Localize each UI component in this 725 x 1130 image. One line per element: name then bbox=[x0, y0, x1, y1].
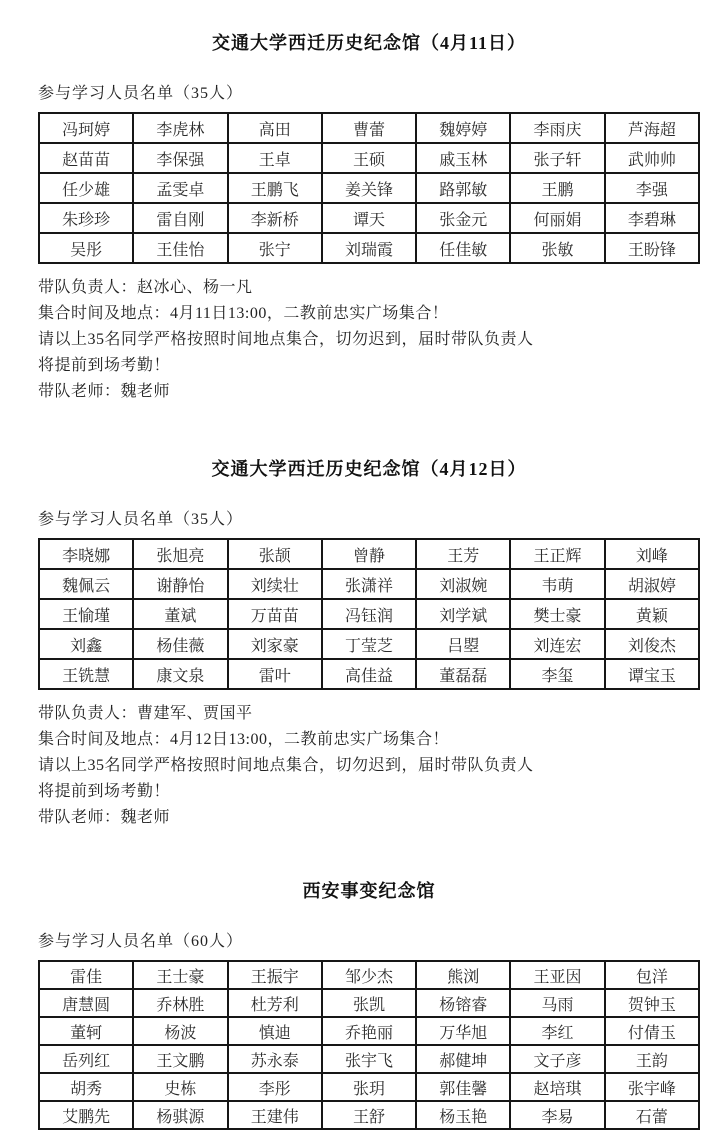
participant-name-cell: 万华旭 bbox=[416, 1017, 510, 1045]
participant-name-cell: 曾静 bbox=[322, 539, 416, 569]
note-line: 将提前到场考勤！ bbox=[38, 783, 171, 800]
participant-name-cell: 王舒 bbox=[322, 1101, 416, 1129]
participant-name-cell: 贺钟玉 bbox=[605, 989, 699, 1017]
note-line: 请以上35名同学严格按照时间地点集合，切勿迟到，届时带队负责人 bbox=[38, 331, 534, 348]
participant-name-cell: 孟雯卓 bbox=[133, 173, 227, 203]
participant-name-cell: 李玺 bbox=[510, 659, 604, 689]
participant-name-cell: 文子彦 bbox=[510, 1045, 604, 1073]
participant-name-cell: 李碧琳 bbox=[605, 203, 699, 233]
participant-list-label: 参与学习人员名单（35人） bbox=[38, 85, 244, 102]
participant-name-cell: 雷佳 bbox=[39, 961, 133, 989]
table-row bbox=[39, 989, 699, 1017]
participant-name-cell: 王鹏飞 bbox=[228, 173, 322, 203]
participant-name-cell: 王芳 bbox=[416, 539, 510, 569]
note-line: 带队负责人：曹建军、贾国平 bbox=[38, 705, 253, 722]
participant-name-cell: 曹蕾 bbox=[322, 113, 416, 143]
participant-name-cell: 王佳怡 bbox=[133, 233, 227, 263]
participant-name-cell: 石蕾 bbox=[605, 1101, 699, 1129]
participant-name-cell: 苏永泰 bbox=[228, 1045, 322, 1073]
participant-name-cell: 郭佳馨 bbox=[416, 1073, 510, 1101]
participant-name-cell: 雷自刚 bbox=[133, 203, 227, 233]
participant-name-cell: 高佳益 bbox=[322, 659, 416, 689]
participant-name-cell: 张宇飞 bbox=[322, 1045, 416, 1073]
participant-name-cell: 刘鑫 bbox=[39, 629, 133, 659]
table-row bbox=[39, 961, 699, 989]
participant-name-cell: 刘瑞霞 bbox=[322, 233, 416, 263]
participant-name-cell: 王愉瑾 bbox=[39, 599, 133, 629]
participant-name-cell: 王盼锋 bbox=[605, 233, 699, 263]
participant-list-label: 参与学习人员名单（35人） bbox=[38, 511, 244, 528]
participant-name-cell: 张敏 bbox=[510, 233, 604, 263]
participant-name-cell: 刘续壮 bbox=[228, 569, 322, 599]
note-line: 集合时间及地点：4月11日13:00，二教前忠实广场集合！ bbox=[38, 305, 449, 322]
participant-table bbox=[38, 538, 700, 690]
participant-name-cell: 谢静怡 bbox=[133, 569, 227, 599]
participant-name-cell: 张子轩 bbox=[510, 143, 604, 173]
table-row bbox=[39, 629, 699, 659]
participant-name-cell: 芦海超 bbox=[605, 113, 699, 143]
participant-name-cell: 冯珂婷 bbox=[39, 113, 133, 143]
participant-name-cell: 王亚因 bbox=[510, 961, 604, 989]
table-row bbox=[39, 1073, 699, 1101]
participant-name-cell: 李彤 bbox=[228, 1073, 322, 1101]
participant-name-cell: 刘家豪 bbox=[228, 629, 322, 659]
participant-name-cell: 杨骐源 bbox=[133, 1101, 227, 1129]
participant-name-cell: 包洋 bbox=[605, 961, 699, 989]
participant-name-cell: 刘俊杰 bbox=[605, 629, 699, 659]
note-line: 带队老师：魏老师 bbox=[38, 809, 171, 826]
participant-name-cell: 胡淑婷 bbox=[605, 569, 699, 599]
participant-name-cell: 王铣慧 bbox=[39, 659, 133, 689]
participant-name-cell: 康文泉 bbox=[133, 659, 227, 689]
participant-name-cell: 刘连宏 bbox=[510, 629, 604, 659]
participant-name-cell: 唐慧圆 bbox=[39, 989, 133, 1017]
participant-name-cell: 樊士豪 bbox=[510, 599, 604, 629]
participant-name-cell: 郝健坤 bbox=[416, 1045, 510, 1073]
participant-name-cell: 朱珍珍 bbox=[39, 203, 133, 233]
participant-name-cell: 冯钰润 bbox=[322, 599, 416, 629]
participant-name-cell: 董轲 bbox=[39, 1017, 133, 1045]
section-xian-incident-memorial bbox=[38, 831, 700, 1130]
section-title: 交通大学西迁历史纪念馆（4月11日） bbox=[211, 33, 526, 53]
participant-name-cell: 李晓娜 bbox=[39, 539, 133, 569]
participant-name-cell: 杨玉艳 bbox=[416, 1101, 510, 1129]
participant-name-cell: 杨佳薇 bbox=[133, 629, 227, 659]
participant-name-cell: 张旭亮 bbox=[133, 539, 227, 569]
participant-name-cell: 韦萌 bbox=[510, 569, 604, 599]
participant-name-cell: 黄颖 bbox=[605, 599, 699, 629]
participant-name-cell: 李易 bbox=[510, 1101, 604, 1129]
participant-name-cell: 刘学斌 bbox=[416, 599, 510, 629]
participant-name-cell: 王建伟 bbox=[228, 1101, 322, 1129]
table-row bbox=[39, 659, 699, 689]
participant-name-cell: 王硕 bbox=[322, 143, 416, 173]
table-row bbox=[39, 143, 699, 173]
participant-name-cell: 武帅帅 bbox=[605, 143, 699, 173]
table-row bbox=[39, 113, 699, 143]
participant-list-label: 参与学习人员名单（60人） bbox=[38, 933, 244, 950]
note-line: 带队老师：魏老师 bbox=[38, 383, 171, 400]
participant-name-cell: 王士豪 bbox=[133, 961, 227, 989]
participant-name-cell: 张颉 bbox=[228, 539, 322, 569]
participant-table bbox=[38, 112, 700, 264]
participant-name-cell: 胡秀 bbox=[39, 1073, 133, 1101]
participant-name-cell: 岳列红 bbox=[39, 1045, 133, 1073]
table-row bbox=[39, 173, 699, 203]
participant-name-cell: 任少雄 bbox=[39, 173, 133, 203]
participant-name-cell: 张凯 bbox=[322, 989, 416, 1017]
participant-table bbox=[38, 960, 700, 1130]
participant-name-cell: 谭宝玉 bbox=[605, 659, 699, 689]
participant-name-cell: 李虎林 bbox=[133, 113, 227, 143]
participant-name-cell: 王正辉 bbox=[510, 539, 604, 569]
table-row bbox=[39, 1045, 699, 1073]
table-row bbox=[39, 569, 699, 599]
participant-name-cell: 吕曌 bbox=[416, 629, 510, 659]
participant-name-cell: 张金元 bbox=[416, 203, 510, 233]
participant-name-cell: 熊浏 bbox=[416, 961, 510, 989]
participant-name-cell: 史栋 bbox=[133, 1073, 227, 1101]
note-line: 带队负责人：赵冰心、杨一凡 bbox=[38, 279, 253, 296]
participant-name-cell: 雷叶 bbox=[228, 659, 322, 689]
participant-name-cell: 乔艳丽 bbox=[322, 1017, 416, 1045]
participant-name-cell: 张宇峰 bbox=[605, 1073, 699, 1101]
participant-name-cell: 戚玉林 bbox=[416, 143, 510, 173]
participant-name-cell: 董磊磊 bbox=[416, 659, 510, 689]
table-row bbox=[39, 539, 699, 569]
participant-name-cell: 李强 bbox=[605, 173, 699, 203]
table-row bbox=[39, 1101, 699, 1129]
participant-name-cell: 王文鹏 bbox=[133, 1045, 227, 1073]
participant-name-cell: 高田 bbox=[228, 113, 322, 143]
participant-name-cell: 乔林胜 bbox=[133, 989, 227, 1017]
note-line: 将提前到场考勤！ bbox=[38, 357, 171, 374]
participant-name-cell: 任佳敏 bbox=[416, 233, 510, 263]
participant-name-cell: 马雨 bbox=[510, 989, 604, 1017]
participant-name-cell: 杨镕睿 bbox=[416, 989, 510, 1017]
table-row bbox=[39, 233, 699, 263]
participant-name-cell: 魏佩云 bbox=[39, 569, 133, 599]
participant-name-cell: 董斌 bbox=[133, 599, 227, 629]
participant-name-cell: 张潇祥 bbox=[322, 569, 416, 599]
participant-name-cell: 何丽娟 bbox=[510, 203, 604, 233]
participant-name-cell: 李红 bbox=[510, 1017, 604, 1045]
section-memorial-apr12 bbox=[38, 405, 700, 831]
participant-name-cell: 杨波 bbox=[133, 1017, 227, 1045]
participant-name-cell: 王卓 bbox=[228, 143, 322, 173]
participant-name-cell: 张玥 bbox=[322, 1073, 416, 1101]
participant-name-cell: 李新桥 bbox=[228, 203, 322, 233]
note-line: 集合时间及地点：4月12日13:00，二教前忠实广场集合！ bbox=[38, 731, 449, 748]
participant-name-cell: 路郭敏 bbox=[416, 173, 510, 203]
notes bbox=[38, 275, 700, 405]
participant-name-cell: 赵苗苗 bbox=[39, 143, 133, 173]
participant-name-cell: 付倩玉 bbox=[605, 1017, 699, 1045]
participant-name-cell: 李保强 bbox=[133, 143, 227, 173]
participant-name-cell: 杜芳利 bbox=[228, 989, 322, 1017]
participant-name-cell: 刘峰 bbox=[605, 539, 699, 569]
table-row bbox=[39, 1017, 699, 1045]
participant-name-cell: 王鹏 bbox=[510, 173, 604, 203]
participant-name-cell: 慎迪 bbox=[228, 1017, 322, 1045]
participant-name-cell: 吴彤 bbox=[39, 233, 133, 263]
participant-name-cell: 万苗苗 bbox=[228, 599, 322, 629]
participant-name-cell: 王振宇 bbox=[228, 961, 322, 989]
participant-name-cell: 赵培琪 bbox=[510, 1073, 604, 1101]
participant-name-cell: 魏婷婷 bbox=[416, 113, 510, 143]
participant-name-cell: 李雨庆 bbox=[510, 113, 604, 143]
participant-name-cell: 张宁 bbox=[228, 233, 322, 263]
notes bbox=[38, 701, 700, 831]
participant-name-cell: 姜关锋 bbox=[322, 173, 416, 203]
participant-name-cell: 谭天 bbox=[322, 203, 416, 233]
participant-name-cell: 刘淑婉 bbox=[416, 569, 510, 599]
participant-name-cell: 艾鹏先 bbox=[39, 1101, 133, 1129]
section-title: 交通大学西迁历史纪念馆（4月12日） bbox=[211, 459, 527, 479]
section-memorial-apr11 bbox=[38, 0, 700, 405]
table-row bbox=[39, 203, 699, 233]
section-title: 西安事变纪念馆 bbox=[302, 881, 436, 901]
participant-name-cell: 丁莹芝 bbox=[322, 629, 416, 659]
table-row bbox=[39, 599, 699, 629]
participant-name-cell: 王韵 bbox=[605, 1045, 699, 1073]
note-line: 请以上35名同学严格按照时间地点集合，切勿迟到，届时带队负责人 bbox=[38, 757, 534, 774]
participant-name-cell: 邹少杰 bbox=[322, 961, 416, 989]
